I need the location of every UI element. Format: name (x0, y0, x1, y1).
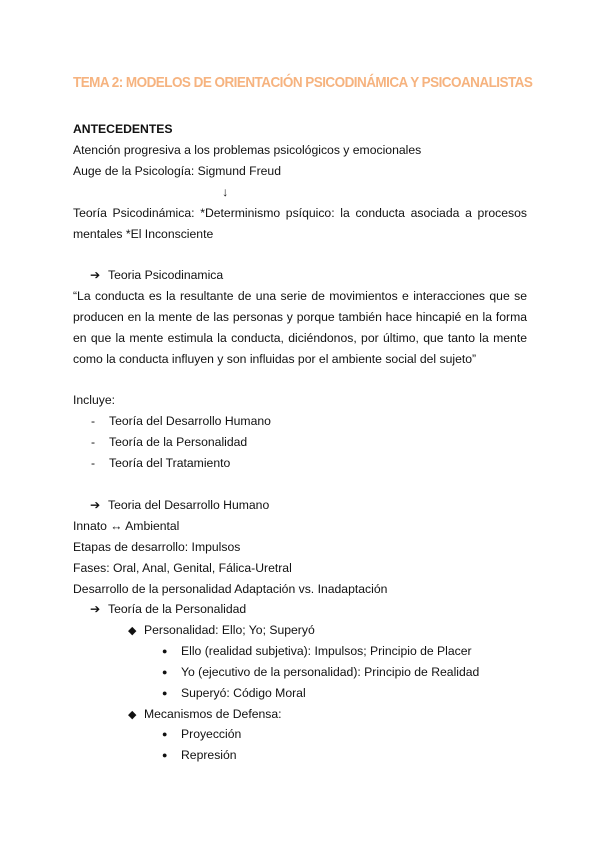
list-item-label: Teoria del Desarrollo Humano (108, 498, 270, 512)
list-item: ◆ Mecanismos de Defensa: (128, 704, 282, 726)
dot-bullet-icon: ● (162, 667, 168, 677)
desarrollo-line-2: Etapas de desarrollo: Impulsos (73, 540, 241, 554)
list-item-personalidad (90, 599, 246, 620)
diamond-bullet-icon: ◆ (128, 625, 137, 637)
dot-bullet-icon: ● (162, 750, 168, 760)
desarrollo-line-1: Innato ↔ Ambiental (73, 519, 180, 533)
dot-bullet-icon: ● (162, 688, 168, 698)
list-item: ● Ello (realidad subjetiva): Impulsos; Principio de Placer (162, 641, 472, 662)
dash-bullet: - (91, 435, 96, 449)
antecedentes-line-1: Atención progresiva a los problemas psicológicos y emocionales (73, 143, 422, 157)
section-heading-antecedentes: ANTECEDENTES (73, 122, 173, 136)
quote-paragraph: “La conducta es la resultante de una serie de movimientos e interacciones que se producen en la mente de las personas y porque también hace hincapié en la forma en que la mente estimula la conducta, diciéndonos, por último, que tanto la mente como la conducta influyen y son influidas por el ambiente social del sujeto” (73, 289, 527, 366)
list-item: - Teoría de la Personalidad (91, 432, 247, 453)
desarrollo-line-3: Fases: Oral, Anal, Genital, Fálica-Uretral (73, 561, 292, 575)
list-item: ● Proyección (162, 724, 241, 745)
dash-bullet: - (91, 456, 96, 470)
list-item: ◆ Personalidad: Ello; Yo; Superyó (128, 620, 315, 642)
diamond-bullet-icon: ◆ (128, 709, 137, 721)
dot-bullet-icon: ● (162, 729, 168, 739)
dash-bullet: - (91, 414, 96, 428)
list-item: ● Represión (162, 745, 237, 766)
right-arrow-icon: ➔ (90, 498, 101, 512)
list-item: ● Superyó: Código Moral (162, 683, 306, 704)
incluye-label: Incluye: (73, 393, 116, 407)
teoria-psicodinamica-paragraph: Teoría Psicodinámica: *Determinismo psíquico: la conducta asociada a procesos mentales *El Inconsciente (73, 206, 527, 241)
antecedentes-line-2: Auge de la Psicología: Sigmund Freud (73, 164, 281, 178)
list-item-label: Teoría de la Personalidad (108, 602, 247, 616)
list-item-teoria-psicodinamica (90, 265, 223, 286)
list-item-desarrollo-humano (90, 495, 269, 516)
desarrollo-line-4: Desarrollo de la personalidad Adaptación vs. Inadaptación (73, 582, 388, 596)
list-item: ● Yo (ejecutivo de la personalidad): Principio de Realidad (162, 662, 479, 683)
right-arrow-icon: ➔ (90, 602, 101, 616)
page-title: TEMA 2: MODELOS DE ORIENTACIÓN PSICODINÁMICA Y PSICOANALISTAS (73, 74, 533, 91)
list-item-label: Teoria Psicodinamica (108, 268, 224, 282)
dot-bullet-icon: ● (162, 646, 168, 656)
list-item: - Teoría del Desarrollo Humano (91, 411, 271, 432)
right-arrow-icon: ➔ (90, 268, 101, 282)
down-arrow-icon: ↓ (222, 185, 229, 199)
list-item: - Teoría del Tratamiento (91, 453, 230, 474)
